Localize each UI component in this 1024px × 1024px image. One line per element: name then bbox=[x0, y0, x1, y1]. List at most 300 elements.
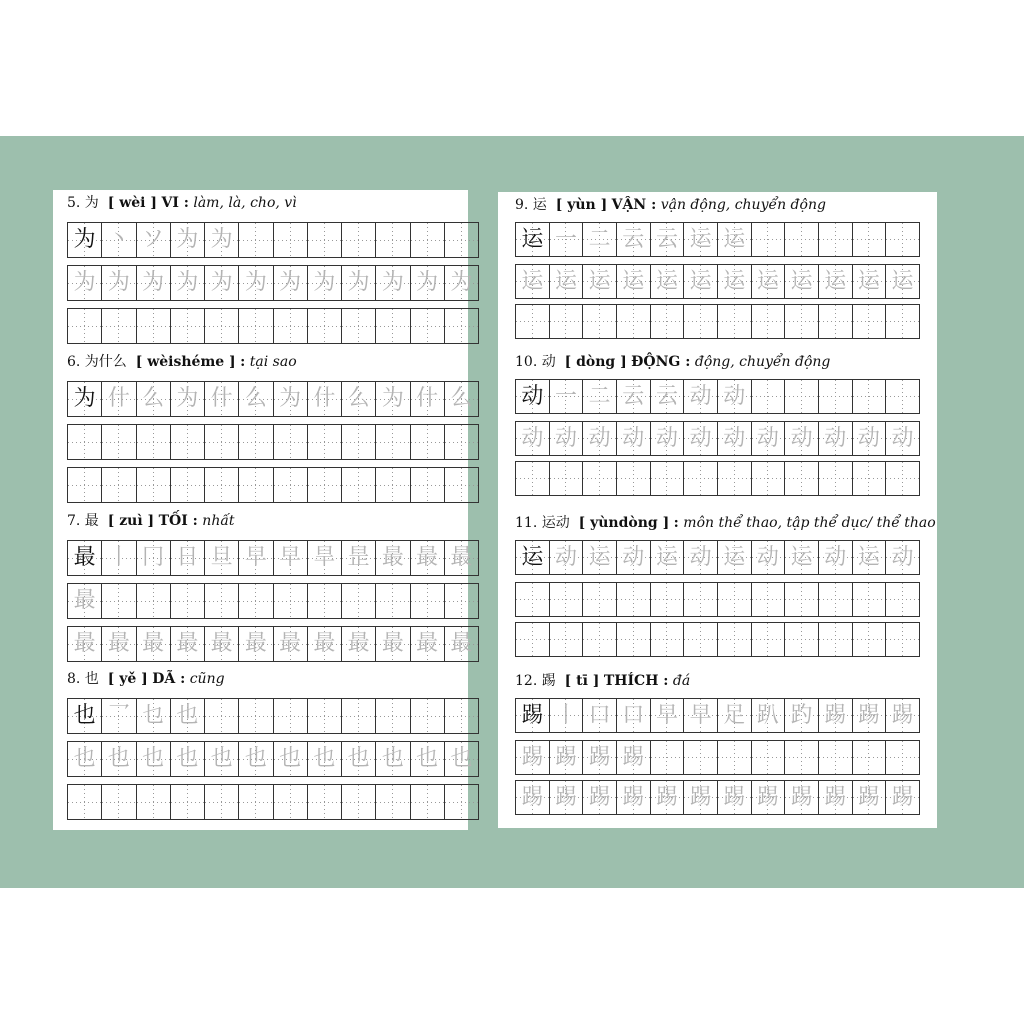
practice-cell[interactable] bbox=[550, 421, 584, 456]
practice-cell[interactable] bbox=[819, 222, 853, 257]
practice-cell[interactable] bbox=[583, 264, 617, 299]
practice-cell[interactable] bbox=[718, 379, 752, 414]
practice-cell[interactable] bbox=[205, 741, 239, 777]
practice-cell[interactable] bbox=[684, 461, 718, 496]
practice-cell[interactable] bbox=[137, 424, 171, 460]
practice-cell[interactable] bbox=[205, 265, 239, 301]
practice-cell[interactable] bbox=[342, 626, 376, 662]
practice-cell[interactable] bbox=[137, 741, 171, 777]
practice-cell[interactable] bbox=[445, 381, 479, 417]
practice-cell[interactable] bbox=[718, 421, 752, 456]
practice-cell[interactable] bbox=[684, 379, 718, 414]
practice-cell[interactable] bbox=[274, 698, 308, 734]
practice-cell[interactable] bbox=[411, 467, 445, 503]
practice-cell[interactable] bbox=[886, 622, 920, 657]
practice-cell[interactable] bbox=[550, 622, 584, 657]
practice-cell[interactable] bbox=[137, 583, 171, 619]
practice-cell[interactable] bbox=[171, 784, 205, 820]
practice-grid-row bbox=[515, 421, 920, 456]
practice-cell[interactable] bbox=[651, 304, 685, 339]
practice-cell[interactable] bbox=[274, 265, 308, 301]
practice-cell[interactable] bbox=[718, 540, 752, 575]
practice-cell[interactable] bbox=[516, 222, 550, 257]
trace-character: 动 bbox=[824, 425, 847, 451]
practice-grid-row bbox=[67, 265, 479, 301]
trace-character: 也 bbox=[142, 746, 165, 771]
practice-cell[interactable] bbox=[853, 622, 887, 657]
practice-cell[interactable] bbox=[239, 741, 273, 777]
practice-cell[interactable] bbox=[617, 540, 651, 575]
practice-cell[interactable] bbox=[171, 583, 205, 619]
practice-cell[interactable] bbox=[205, 583, 239, 619]
practice-cell[interactable] bbox=[752, 582, 786, 617]
practice-cell[interactable] bbox=[886, 698, 920, 733]
practice-cell[interactable] bbox=[583, 461, 617, 496]
practice-cell[interactable] bbox=[516, 698, 550, 733]
practice-cell[interactable] bbox=[516, 264, 550, 299]
trace-character: 最 bbox=[381, 631, 404, 656]
practice-cell[interactable] bbox=[785, 421, 819, 456]
practice-cell[interactable] bbox=[308, 784, 342, 820]
practice-cell[interactable] bbox=[886, 780, 920, 815]
practice-cell[interactable] bbox=[445, 424, 479, 460]
practice-cell[interactable] bbox=[583, 740, 617, 775]
practice-cell[interactable] bbox=[853, 421, 887, 456]
practice-cell[interactable] bbox=[445, 698, 479, 734]
practice-cell[interactable] bbox=[819, 421, 853, 456]
practice-cell[interactable] bbox=[68, 698, 102, 734]
practice-cell[interactable] bbox=[550, 264, 584, 299]
practice-cell[interactable] bbox=[583, 421, 617, 456]
practice-cell[interactable] bbox=[274, 741, 308, 777]
practice-cell[interactable] bbox=[853, 780, 887, 815]
practice-cell[interactable] bbox=[411, 583, 445, 619]
practice-cell[interactable] bbox=[411, 381, 445, 417]
practice-cell[interactable] bbox=[550, 698, 584, 733]
practice-cell[interactable] bbox=[308, 308, 342, 344]
practice-cell[interactable] bbox=[752, 780, 786, 815]
practice-cell[interactable] bbox=[516, 461, 550, 496]
practice-cell[interactable] bbox=[550, 780, 584, 815]
practice-cell[interactable] bbox=[102, 424, 136, 460]
practice-cell[interactable] bbox=[684, 740, 718, 775]
practice-cell[interactable] bbox=[308, 467, 342, 503]
practice-cell[interactable] bbox=[137, 265, 171, 301]
practice-cell[interactable] bbox=[171, 381, 205, 417]
practice-cell[interactable] bbox=[752, 379, 786, 414]
practice-cell[interactable] bbox=[205, 308, 239, 344]
practice-cell[interactable] bbox=[651, 264, 685, 299]
practice-cell[interactable] bbox=[516, 421, 550, 456]
practice-cell[interactable] bbox=[886, 304, 920, 339]
practice-cell[interactable] bbox=[651, 540, 685, 575]
practice-cell[interactable] bbox=[785, 698, 819, 733]
practice-cell[interactable] bbox=[752, 698, 786, 733]
practice-cell[interactable] bbox=[308, 698, 342, 734]
practice-cell[interactable] bbox=[752, 540, 786, 575]
practice-cell[interactable] bbox=[718, 622, 752, 657]
practice-cell[interactable] bbox=[137, 308, 171, 344]
practice-cell[interactable] bbox=[137, 222, 171, 258]
practice-cell[interactable] bbox=[274, 222, 308, 258]
practice-cell[interactable] bbox=[651, 740, 685, 775]
practice-cell[interactable] bbox=[651, 582, 685, 617]
practice-cell[interactable] bbox=[718, 264, 752, 299]
practice-cell[interactable] bbox=[651, 622, 685, 657]
practice-cell[interactable] bbox=[886, 264, 920, 299]
practice-cell[interactable] bbox=[274, 784, 308, 820]
practice-cell[interactable] bbox=[886, 582, 920, 617]
practice-cell[interactable] bbox=[205, 222, 239, 258]
practice-cell[interactable] bbox=[550, 461, 584, 496]
practice-cell[interactable] bbox=[102, 381, 136, 417]
practice-cell[interactable] bbox=[68, 222, 102, 258]
practice-cell[interactable] bbox=[102, 265, 136, 301]
practice-cell[interactable] bbox=[376, 381, 410, 417]
practice-cell[interactable] bbox=[684, 622, 718, 657]
practice-cell[interactable] bbox=[308, 626, 342, 662]
practice-cell[interactable] bbox=[68, 540, 102, 576]
practice-cell[interactable] bbox=[376, 308, 410, 344]
practice-cell[interactable] bbox=[411, 626, 445, 662]
practice-cell[interactable] bbox=[752, 622, 786, 657]
practice-cell[interactable] bbox=[205, 424, 239, 460]
practice-cell[interactable] bbox=[550, 379, 584, 414]
practice-cell[interactable] bbox=[886, 461, 920, 496]
practice-cell[interactable] bbox=[411, 741, 445, 777]
practice-cell[interactable] bbox=[376, 467, 410, 503]
practice-cell[interactable] bbox=[853, 264, 887, 299]
practice-cell[interactable] bbox=[342, 583, 376, 619]
practice-cell[interactable] bbox=[205, 540, 239, 576]
practice-cell[interactable] bbox=[516, 304, 550, 339]
practice-cell[interactable] bbox=[684, 421, 718, 456]
practice-cell[interactable] bbox=[102, 222, 136, 258]
practice-cell[interactable] bbox=[583, 304, 617, 339]
practice-cell[interactable] bbox=[617, 222, 651, 257]
practice-cell[interactable] bbox=[171, 741, 205, 777]
vocab-section bbox=[498, 672, 937, 827]
practice-cell[interactable] bbox=[651, 780, 685, 815]
practice-cell[interactable] bbox=[239, 467, 273, 503]
practice-cell[interactable] bbox=[171, 222, 205, 258]
practice-cell[interactable] bbox=[785, 622, 819, 657]
practice-cell[interactable] bbox=[583, 622, 617, 657]
practice-cell[interactable] bbox=[516, 540, 550, 575]
practice-cell[interactable] bbox=[342, 424, 376, 460]
practice-cell[interactable] bbox=[342, 265, 376, 301]
practice-cell[interactable] bbox=[68, 626, 102, 662]
trace-character: 也 bbox=[279, 746, 302, 771]
practice-cell[interactable] bbox=[68, 265, 102, 301]
practice-cell[interactable] bbox=[819, 780, 853, 815]
practice-cell[interactable] bbox=[239, 698, 273, 734]
practice-cell[interactable] bbox=[445, 308, 479, 344]
practice-cell[interactable] bbox=[583, 582, 617, 617]
practice-cell[interactable] bbox=[376, 784, 410, 820]
practice-cell[interactable] bbox=[819, 304, 853, 339]
practice-cell[interactable] bbox=[819, 582, 853, 617]
practice-cell[interactable] bbox=[785, 780, 819, 815]
practice-cell[interactable] bbox=[445, 467, 479, 503]
practice-cell[interactable] bbox=[342, 467, 376, 503]
practice-cell[interactable] bbox=[583, 379, 617, 414]
practice-cell[interactable] bbox=[171, 698, 205, 734]
practice-cell[interactable] bbox=[516, 740, 550, 775]
practice-cell[interactable] bbox=[411, 222, 445, 258]
practice-cell[interactable] bbox=[684, 698, 718, 733]
practice-cell[interactable] bbox=[137, 784, 171, 820]
practice-cell[interactable] bbox=[752, 461, 786, 496]
practice-cell[interactable] bbox=[171, 467, 205, 503]
practice-cell[interactable] bbox=[819, 540, 853, 575]
practice-cell[interactable] bbox=[445, 784, 479, 820]
practice-cell[interactable] bbox=[342, 222, 376, 258]
practice-cell[interactable] bbox=[239, 626, 273, 662]
practice-cell[interactable] bbox=[752, 740, 786, 775]
practice-cell[interactable] bbox=[853, 740, 887, 775]
practice-cell[interactable] bbox=[886, 222, 920, 257]
practice-cell[interactable] bbox=[274, 308, 308, 344]
practice-cell[interactable] bbox=[583, 222, 617, 257]
practice-cell[interactable] bbox=[617, 264, 651, 299]
practice-cell[interactable] bbox=[68, 583, 102, 619]
practice-cell[interactable] bbox=[308, 741, 342, 777]
practice-cell[interactable] bbox=[342, 784, 376, 820]
practice-cell[interactable] bbox=[171, 540, 205, 576]
practice-grid-row bbox=[67, 467, 479, 503]
practice-cell[interactable] bbox=[171, 265, 205, 301]
trace-character: 云 bbox=[622, 383, 645, 409]
practice-cell[interactable] bbox=[853, 379, 887, 414]
practice-cell[interactable] bbox=[819, 698, 853, 733]
practice-cell[interactable] bbox=[617, 698, 651, 733]
practice-cell[interactable] bbox=[684, 222, 718, 257]
practice-cell[interactable] bbox=[651, 222, 685, 257]
practice-cell[interactable] bbox=[308, 583, 342, 619]
practice-cell[interactable] bbox=[411, 308, 445, 344]
practice-cell[interactable] bbox=[785, 740, 819, 775]
practice-cell[interactable] bbox=[376, 222, 410, 258]
practice-cell[interactable] bbox=[853, 540, 887, 575]
practice-cell[interactable] bbox=[239, 265, 273, 301]
practice-cell[interactable] bbox=[68, 381, 102, 417]
practice-cell[interactable] bbox=[550, 582, 584, 617]
practice-cell[interactable] bbox=[102, 626, 136, 662]
practice-cell[interactable] bbox=[684, 582, 718, 617]
practice-cell[interactable] bbox=[617, 740, 651, 775]
practice-cell[interactable] bbox=[411, 540, 445, 576]
practice-cell[interactable] bbox=[411, 265, 445, 301]
practice-cell[interactable] bbox=[239, 424, 273, 460]
practice-cell[interactable] bbox=[651, 698, 685, 733]
practice-cell[interactable] bbox=[376, 583, 410, 619]
practice-cell[interactable] bbox=[342, 308, 376, 344]
practice-cell[interactable] bbox=[684, 780, 718, 815]
practice-cell[interactable] bbox=[102, 741, 136, 777]
practice-cell[interactable] bbox=[651, 421, 685, 456]
practice-cell[interactable] bbox=[411, 424, 445, 460]
practice-cell[interactable] bbox=[102, 467, 136, 503]
practice-cell[interactable] bbox=[718, 780, 752, 815]
practice-cell[interactable] bbox=[274, 583, 308, 619]
practice-cell[interactable] bbox=[274, 467, 308, 503]
practice-cell[interactable] bbox=[171, 308, 205, 344]
practice-cell[interactable] bbox=[785, 304, 819, 339]
practice-cell[interactable] bbox=[342, 698, 376, 734]
practice-cell[interactable] bbox=[785, 222, 819, 257]
practice-cell[interactable] bbox=[651, 461, 685, 496]
practice-cell[interactable] bbox=[239, 381, 273, 417]
practice-cell[interactable] bbox=[718, 698, 752, 733]
practice-cell[interactable] bbox=[617, 622, 651, 657]
practice-cell[interactable] bbox=[718, 740, 752, 775]
practice-cell[interactable] bbox=[886, 379, 920, 414]
practice-cell[interactable] bbox=[718, 222, 752, 257]
practice-cell[interactable] bbox=[684, 540, 718, 575]
practice-cell[interactable] bbox=[376, 741, 410, 777]
practice-cell[interactable] bbox=[785, 540, 819, 575]
practice-cell[interactable] bbox=[445, 222, 479, 258]
practice-cell[interactable] bbox=[239, 308, 273, 344]
practice-cell[interactable] bbox=[137, 381, 171, 417]
practice-cell[interactable] bbox=[274, 540, 308, 576]
practice-cell[interactable] bbox=[617, 461, 651, 496]
practice-cell[interactable] bbox=[342, 381, 376, 417]
practice-cell[interactable] bbox=[342, 741, 376, 777]
practice-cell[interactable] bbox=[411, 784, 445, 820]
practice-cell[interactable] bbox=[137, 540, 171, 576]
practice-cell[interactable] bbox=[411, 698, 445, 734]
practice-cell[interactable] bbox=[171, 626, 205, 662]
practice-cell[interactable] bbox=[617, 582, 651, 617]
practice-cell[interactable] bbox=[445, 626, 479, 662]
practice-cell[interactable] bbox=[68, 784, 102, 820]
practice-cell[interactable] bbox=[376, 424, 410, 460]
practice-cell[interactable] bbox=[785, 264, 819, 299]
practice-cell[interactable] bbox=[550, 740, 584, 775]
practice-cell[interactable] bbox=[516, 780, 550, 815]
practice-cell[interactable] bbox=[102, 540, 136, 576]
practice-cell[interactable] bbox=[68, 467, 102, 503]
practice-cell[interactable] bbox=[886, 740, 920, 775]
practice-cell[interactable] bbox=[205, 784, 239, 820]
practice-cell[interactable] bbox=[68, 308, 102, 344]
practice-cell[interactable] bbox=[886, 421, 920, 456]
practice-cell[interactable] bbox=[239, 784, 273, 820]
practice-cell[interactable] bbox=[274, 381, 308, 417]
practice-cell[interactable] bbox=[718, 582, 752, 617]
practice-cell[interactable] bbox=[819, 461, 853, 496]
practice-cell[interactable] bbox=[137, 698, 171, 734]
practice-cell[interactable] bbox=[617, 780, 651, 815]
practice-cell[interactable] bbox=[819, 740, 853, 775]
practice-cell[interactable] bbox=[205, 467, 239, 503]
practice-cell[interactable] bbox=[308, 381, 342, 417]
practice-cell[interactable] bbox=[516, 582, 550, 617]
trace-character: 什 bbox=[313, 386, 336, 411]
practice-cell[interactable] bbox=[171, 424, 205, 460]
practice-cell[interactable] bbox=[102, 583, 136, 619]
practice-cell[interactable] bbox=[853, 698, 887, 733]
practice-cell[interactable] bbox=[376, 540, 410, 576]
practice-cell[interactable] bbox=[205, 381, 239, 417]
practice-cell[interactable] bbox=[516, 622, 550, 657]
practice-cell[interactable] bbox=[853, 222, 887, 257]
practice-cell[interactable] bbox=[68, 741, 102, 777]
practice-cell[interactable] bbox=[819, 264, 853, 299]
practice-cell[interactable] bbox=[445, 583, 479, 619]
practice-cell[interactable] bbox=[718, 461, 752, 496]
practice-cell[interactable] bbox=[376, 698, 410, 734]
practice-cell[interactable] bbox=[886, 540, 920, 575]
practice-cell[interactable] bbox=[274, 424, 308, 460]
practice-cell[interactable] bbox=[239, 583, 273, 619]
trace-character: 旦 bbox=[210, 545, 233, 570]
practice-cell[interactable] bbox=[445, 540, 479, 576]
practice-cell[interactable] bbox=[617, 304, 651, 339]
practice-cell[interactable] bbox=[445, 741, 479, 777]
practice-cell[interactable] bbox=[137, 467, 171, 503]
practice-cell[interactable] bbox=[308, 265, 342, 301]
practice-cell[interactable] bbox=[342, 540, 376, 576]
practice-cell[interactable] bbox=[550, 304, 584, 339]
practice-cell[interactable] bbox=[853, 461, 887, 496]
practice-cell[interactable] bbox=[583, 698, 617, 733]
practice-cell[interactable] bbox=[376, 626, 410, 662]
practice-cell[interactable] bbox=[376, 265, 410, 301]
practice-cell[interactable] bbox=[684, 304, 718, 339]
practice-cell[interactable] bbox=[752, 304, 786, 339]
practice-cell[interactable] bbox=[718, 304, 752, 339]
practice-cell[interactable] bbox=[68, 424, 102, 460]
practice-cell[interactable] bbox=[819, 379, 853, 414]
practice-cell[interactable] bbox=[617, 379, 651, 414]
practice-cell[interactable] bbox=[239, 222, 273, 258]
practice-cell[interactable] bbox=[102, 308, 136, 344]
practice-cell[interactable] bbox=[308, 222, 342, 258]
practice-cell[interactable] bbox=[102, 698, 136, 734]
practice-cell[interactable] bbox=[274, 626, 308, 662]
practice-cell[interactable] bbox=[205, 626, 239, 662]
practice-cell[interactable] bbox=[785, 461, 819, 496]
practice-cell[interactable] bbox=[785, 379, 819, 414]
practice-cell[interactable] bbox=[445, 265, 479, 301]
practice-cell[interactable] bbox=[583, 780, 617, 815]
practice-cell[interactable] bbox=[752, 264, 786, 299]
practice-cell[interactable] bbox=[684, 264, 718, 299]
practice-cell[interactable] bbox=[853, 304, 887, 339]
practice-cell[interactable] bbox=[617, 421, 651, 456]
practice-cell[interactable] bbox=[752, 421, 786, 456]
practice-cell[interactable] bbox=[308, 540, 342, 576]
practice-cell[interactable] bbox=[785, 582, 819, 617]
practice-cell[interactable] bbox=[308, 424, 342, 460]
practice-cell[interactable] bbox=[752, 222, 786, 257]
practice-cell[interactable] bbox=[137, 626, 171, 662]
practice-cell[interactable] bbox=[853, 582, 887, 617]
practice-cell[interactable] bbox=[583, 540, 617, 575]
practice-cell[interactable] bbox=[205, 698, 239, 734]
practice-cell[interactable] bbox=[102, 784, 136, 820]
practice-cell[interactable] bbox=[550, 540, 584, 575]
practice-cell[interactable] bbox=[516, 379, 550, 414]
practice-cell[interactable] bbox=[550, 222, 584, 257]
model-character: 动 bbox=[521, 383, 544, 409]
practice-cell[interactable] bbox=[651, 379, 685, 414]
practice-cell[interactable] bbox=[239, 540, 273, 576]
practice-cell[interactable] bbox=[819, 622, 853, 657]
